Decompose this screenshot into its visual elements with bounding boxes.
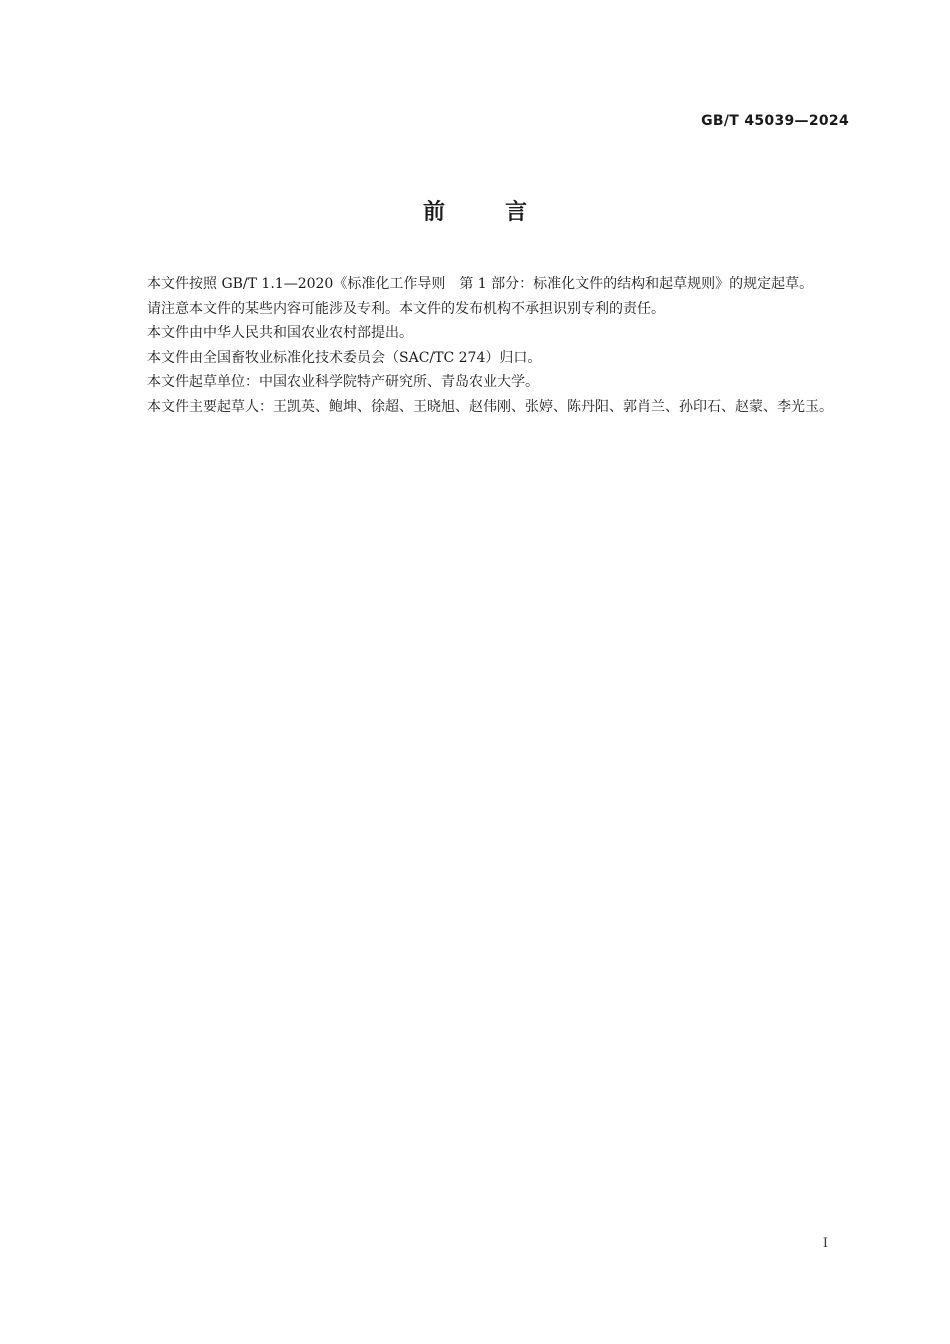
title-char-2: 言 [505,200,528,225]
paragraph-drafters: 本文件主要起草人：王凯英、鲍坤、徐超、王晓旭、赵伟刚、张婷、陈丹阳、郭肖兰、孙印石、赵蒙、李光玉。 [147,398,833,415]
page-title [0,195,950,226]
foreword-body [113,272,849,420]
paragraph-drafting-rules: 本文件按照 GB/T 1.1—2020《标准化工作导则 第 1 部分：标准化文件的结构和起草规则》的规定起草。 [147,276,814,292]
title-char-1: 前 [422,200,445,225]
paragraph-managed-by: 本文件由全国畜牧业标准化技术委员会（SAC/TC 274）归口。 [147,349,542,366]
standard-code: GB/T 45039—2024 [701,113,849,129]
paragraph-patent-notice: 请注意本文件的某些内容可能涉及专利。本文件的发布机构不承担识别专利的责任。 [147,300,665,317]
page-number: I [822,1236,828,1251]
paragraph-drafting-units: 本文件起草单位：中国农业科学院特产研究所、青岛农业大学。 [147,374,539,391]
paragraph-proposed-by: 本文件由中华人民共和国农业农村部提出。 [147,325,413,342]
